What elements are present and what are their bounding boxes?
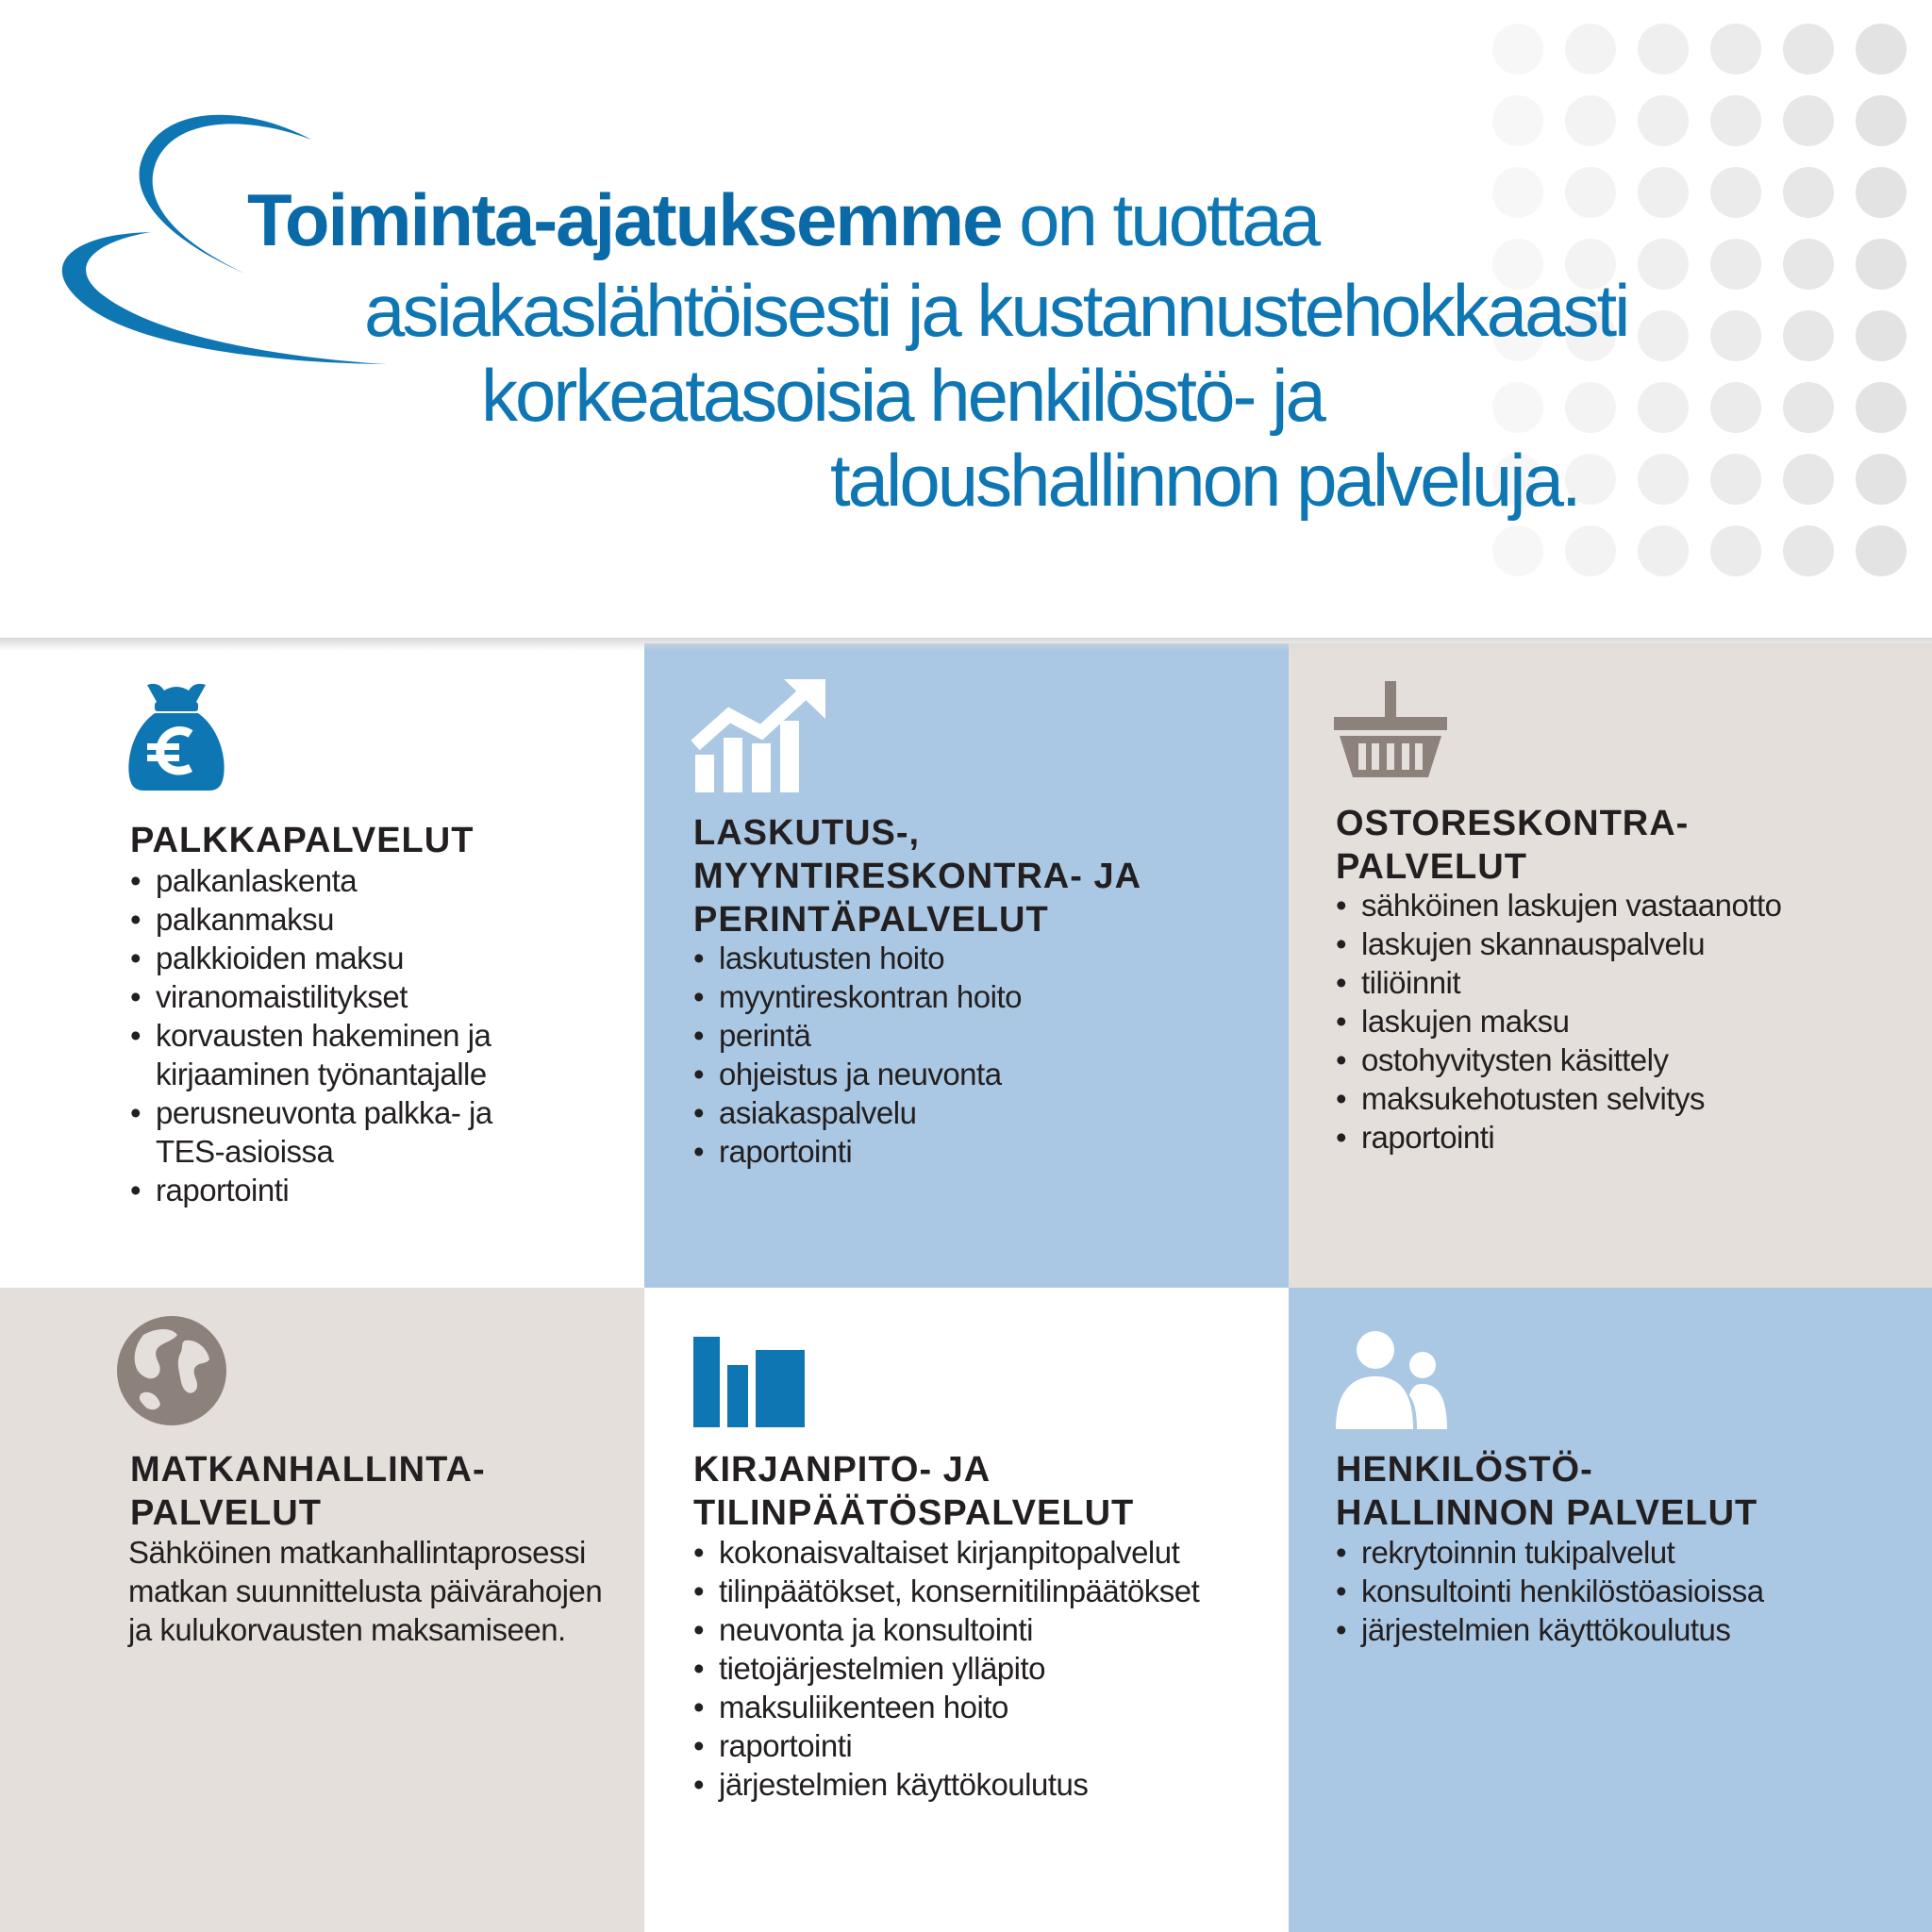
service-panel-laskutus bbox=[644, 643, 1289, 1288]
service-list bbox=[1336, 886, 1921, 1157]
decorative-dot bbox=[1638, 239, 1689, 290]
decorative-dot bbox=[1638, 167, 1689, 218]
decorative-dot bbox=[1783, 310, 1834, 361]
header-divider bbox=[0, 638, 1932, 651]
list-item: • laskutusten hoito bbox=[693, 939, 1259, 977]
list-item: • tiliöinnit bbox=[1336, 963, 1921, 1002]
decorative-dot bbox=[1492, 95, 1543, 146]
list-item: • järjestelmien käyttökoulutus bbox=[693, 1765, 1278, 1804]
globe-icon bbox=[115, 1314, 228, 1427]
growth-chart-icon bbox=[691, 679, 829, 794]
service-panel-henkilostohallinto bbox=[1289, 1288, 1932, 1932]
list-item: • kokonaisvaltaiset kirjanpitopalvelut bbox=[693, 1533, 1278, 1572]
decorative-dot bbox=[1492, 525, 1543, 576]
decorative-dot bbox=[1710, 95, 1761, 146]
decorative-dot bbox=[1638, 95, 1689, 146]
service-list bbox=[693, 1533, 1278, 1804]
service-title: LASKUTUS-, MYYNTIRESKONTRA- JA PERINTÄPALVELUT bbox=[693, 813, 1142, 940]
decorative-dot bbox=[1856, 454, 1907, 505]
decorative-dot bbox=[1856, 310, 1907, 361]
decorative-dot bbox=[1710, 525, 1761, 576]
decorative-dot bbox=[1710, 382, 1761, 433]
decorative-dot bbox=[1710, 310, 1761, 361]
mission-line-1 bbox=[247, 178, 1319, 261]
decorative-dot bbox=[1565, 167, 1616, 218]
list-item: • järjestelmien käyttökoulutus bbox=[1336, 1610, 1921, 1649]
list-item: • rekrytoinnin tukipalvelut bbox=[1336, 1533, 1921, 1572]
list-item: • ostohyvitysten käsittely bbox=[1336, 1041, 1921, 1079]
list-item: • myyntireskontran hoito bbox=[693, 977, 1259, 1016]
decorative-dot bbox=[1710, 239, 1761, 290]
service-list bbox=[130, 861, 621, 1209]
decorative-dot bbox=[1710, 454, 1761, 505]
decorative-dot bbox=[1783, 382, 1834, 433]
decorative-dot bbox=[1783, 24, 1834, 75]
decorative-dot bbox=[1710, 24, 1761, 75]
decorative-dot bbox=[1856, 239, 1907, 290]
decorative-dot bbox=[1856, 525, 1907, 576]
service-description: Sähköinen matkanhallintaprosessi matkan suunnittelusta päivärahojen ja kulukorvausten maksamiseen. bbox=[128, 1535, 603, 1647]
decorative-dot bbox=[1783, 454, 1834, 505]
list-item: • korvausten hakeminen ja kirjaaminen työnantajalle bbox=[130, 1016, 533, 1093]
service-title: OSTORESKONTRA- PALVELUT bbox=[1336, 804, 1690, 887]
list-item: • palkanmaksu bbox=[130, 900, 621, 939]
decorative-dot bbox=[1856, 382, 1907, 433]
service-title: KIRJANPITO- JA TILINPÄÄTÖSPALVELUT bbox=[693, 1450, 1135, 1533]
decorative-dot bbox=[1856, 95, 1907, 146]
decorative-dot bbox=[1492, 24, 1543, 75]
decorative-dot bbox=[1638, 454, 1689, 505]
service-list bbox=[693, 939, 1259, 1171]
mission-line-1-rest: on tuottaa bbox=[1001, 178, 1319, 261]
list-item: • palkkioiden maksu bbox=[130, 939, 621, 977]
decorative-dot bbox=[1783, 95, 1834, 146]
decorative-dot bbox=[1638, 24, 1689, 75]
decorative-dot bbox=[1856, 167, 1907, 218]
decorative-dot bbox=[1565, 525, 1616, 576]
decorative-dot bbox=[1783, 167, 1834, 218]
list-item: • raportointi bbox=[1336, 1118, 1921, 1157]
list-item: • ohjeistus ja neuvonta bbox=[693, 1055, 1259, 1093]
list-item: • maksuliikenteen hoito bbox=[693, 1688, 1278, 1726]
service-list bbox=[1336, 1533, 1921, 1649]
decorative-dot bbox=[1565, 95, 1616, 146]
service-panel-matkanhallinta bbox=[0, 1288, 644, 1932]
service-panel-palkkapalvelut bbox=[0, 643, 644, 1288]
list-item: • laskujen maksu bbox=[1336, 1002, 1921, 1041]
list-item: • raportointi bbox=[130, 1171, 621, 1209]
list-item: • konsultointi henkilöstöasioissa bbox=[1336, 1572, 1921, 1610]
service-title: HENKILÖSTÖ- HALLINNON PALVELUT bbox=[1336, 1450, 1758, 1533]
list-item: • perusneuvonta palkka- ja TES-asioissa bbox=[130, 1093, 533, 1171]
list-item: • tilinpäätökset, konsernitilinpäätökset bbox=[693, 1572, 1278, 1610]
mission-header bbox=[0, 0, 1932, 643]
service-title: PALKKAPALVELUT bbox=[130, 821, 475, 860]
list-item: • tietojärjestelmien ylläpito bbox=[693, 1649, 1278, 1688]
list-item: • perintä bbox=[693, 1016, 1259, 1055]
mission-line-2: asiakaslähtöisesti ja kustannustehokkaasti bbox=[364, 269, 1628, 352]
service-panel-kirjanpito bbox=[644, 1288, 1289, 1932]
bar-chart-icon bbox=[693, 1337, 807, 1427]
money-bag-euro-icon bbox=[126, 681, 226, 792]
list-item: • viranomaistilitykset bbox=[130, 977, 621, 1016]
list-item: • neuvonta ja konsultointi bbox=[693, 1610, 1278, 1649]
decorative-dot bbox=[1565, 382, 1616, 433]
decorative-dot bbox=[1638, 525, 1689, 576]
decorative-dot bbox=[1783, 239, 1834, 290]
list-item: • raportointi bbox=[693, 1726, 1278, 1765]
list-item: • asiakaspalvelu bbox=[693, 1093, 1259, 1132]
decorative-dot bbox=[1492, 167, 1543, 218]
shopping-basket-icon bbox=[1334, 681, 1447, 779]
service-panel-ostoreskontra bbox=[1289, 643, 1932, 1288]
decorative-dot bbox=[1783, 525, 1834, 576]
decorative-dot bbox=[1856, 24, 1907, 75]
mission-keyword: Toiminta-ajatuksemme bbox=[247, 178, 1002, 261]
decorative-dot bbox=[1565, 24, 1616, 75]
service-title: MATKANHALLINTA- PALVELUT bbox=[130, 1450, 486, 1533]
list-item: • raportointi bbox=[693, 1132, 1259, 1171]
list-item: • palkanlaskenta bbox=[130, 861, 621, 900]
list-item: • sähköinen laskujen vastaanotto bbox=[1336, 886, 1921, 924]
people-icon bbox=[1336, 1329, 1449, 1429]
list-item: • maksukehotusten selvitys bbox=[1336, 1079, 1921, 1118]
decorative-dot bbox=[1710, 167, 1761, 218]
decorative-dot bbox=[1638, 382, 1689, 433]
list-item: • laskujen skannauspalvelu bbox=[1336, 924, 1921, 963]
decorative-dot bbox=[1492, 382, 1543, 433]
mission-line-4: taloushallinnon palveluja. bbox=[830, 439, 1579, 522]
mission-line-3: korkeatasoisia henkilöstö- ja bbox=[481, 354, 1324, 437]
decorative-dot bbox=[1638, 310, 1689, 361]
